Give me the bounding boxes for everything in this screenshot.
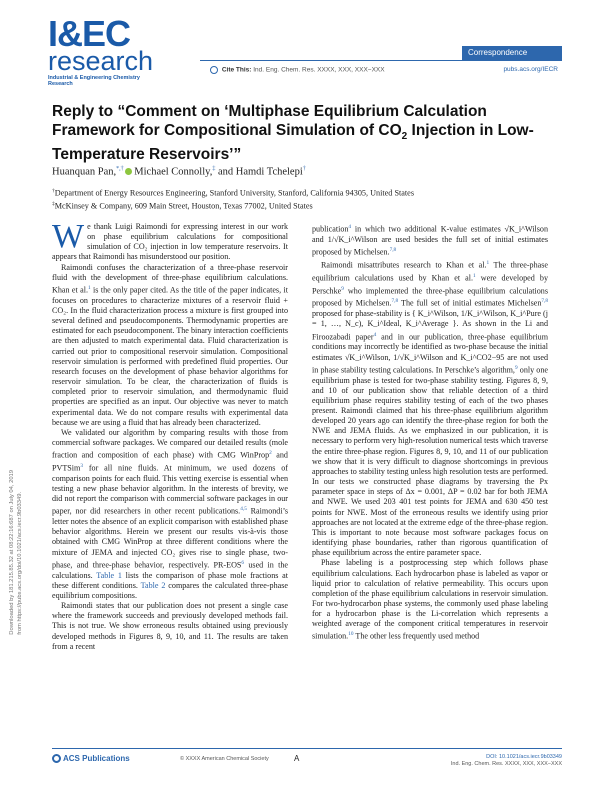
logo-main-text: I&EC: [48, 13, 131, 54]
copyright-notice: © XXXX American Chemical Society: [180, 756, 269, 762]
left-paragraph-3: We validated our algorithm by comparing results with those from commercial software packages. We compared our detailed results (mole fraction and composition of each phase) with CMG WinProp$^2$ and PVTSim$^3$ for all nine fluids. At minimum, we used dozens of comparison points for each fluid. This vetting exercise is essential when testing a new phase behavior algorithm. In the interests of brevity, we did not report the comparison with commercial software packages in our paper, nor did researchers in other recent publications.$^{4,5}$ Raimondi’s letter notes the absence of an explicit comparison with established phase behavior algorithms. Herein we present our results vis-à-vis those obtained with CMG WinProp at three different conditions where the mixture of JEMA and injected CO₂ gives rise to single phase, two-phase, and three-phase behavior, respectively. PR-EOS$^6$ used in the calculations. Table 1 lists the comparison of phase mole fractions at these different conditions. Table 2 compares the calculated three-phase equilibrium compositions.: [52, 427, 288, 600]
logo-tagline: Industrial & Engineering Chemistry Research: [48, 75, 140, 87]
ref-link[interactable]: 4: [373, 331, 377, 338]
section-label: Correspondence: [462, 46, 562, 60]
affiliation-1: [52, 188, 552, 198]
author-pan[interactable]: Huanquan Pan,: [52, 166, 117, 178]
doi-link[interactable]: DOI: 10.1021/acs.iecr.9b03349: [486, 754, 562, 760]
ref-link[interactable]: 10: [348, 631, 354, 638]
title-part2: Injection in Low-Temperature Reservoirs’”: [52, 121, 534, 164]
ref-link[interactable]: 9: [514, 364, 518, 371]
article-title: [52, 103, 552, 165]
journal-logo: [48, 13, 158, 87]
author-tchelepi[interactable]: and Hamdi Tchelepi: [217, 166, 303, 178]
author-pan-marks: *,†: [116, 166, 124, 172]
title-part1: Reply to “Comment on ‘Multiphase Equilibrium Calculation Framework for Compositional Simulation of CO: [52, 103, 487, 139]
right-paragraph-3: Phase labeling is a postprocessing step which follows phase equilibrium calculations. Each hydrocarbon phase is labeled as vapor or liquid prior to calculation of relative permeability. This occurs upon completion of the phase equilibrium calculations in reservoir simulation. For two-hydrocarbon phase systems, the commonly used phase labeling for a hydrocarbon phase is the Li-correlation which represents a weighted average of the component critical temperatures in reservoir simulation.$^{10}$ The other less frequently used method: [312, 558, 548, 642]
cite-row: [210, 66, 570, 74]
cite-icon[interactable]: [210, 66, 218, 74]
ref-link[interactable]: 9: [341, 285, 344, 292]
ref-link[interactable]: 1: [88, 284, 91, 291]
download-note: [8, 470, 38, 635]
ref-link[interactable]: 2: [269, 450, 272, 457]
journal-url-link[interactable]: pubs.acs.org/IECR: [503, 66, 558, 73]
affiliation-2-mark: ‡: [52, 201, 55, 207]
publisher-name: ACS Publications: [63, 754, 130, 763]
logo-sub-text: research: [48, 46, 154, 76]
affiliation-2-text: McKinsey & Company, 609 Main Street, Houston, Texas 77002, United States: [54, 201, 313, 211]
download-note-line2: from https://pubs.acs.org/doi/10.1021/acs.iecr.9b03349.: [17, 491, 23, 635]
footer-divider: [52, 748, 562, 749]
table-2-link[interactable]: Table 2: [140, 580, 166, 590]
page-number: A: [294, 754, 300, 763]
ref-link[interactable]: 7,8: [389, 247, 397, 253]
affiliation-1-mark: †: [52, 188, 55, 194]
header-divider: [200, 60, 562, 61]
cite-label: Cite This:: [221, 66, 252, 74]
ref-link[interactable]: 7,8: [391, 298, 399, 305]
ref-link[interactable]: 4: [348, 224, 352, 230]
affiliation-1-text: Department of Energy Resources Engineering, Stanford University, Stanford, California 94305, United States: [54, 188, 415, 198]
author-tchelepi-marks: †: [302, 166, 306, 172]
footer-cite: Ind. Eng. Chem. Res. XXXX, XXX, XXX−XXX: [450, 761, 562, 767]
table-1-link[interactable]: Table 1: [96, 570, 122, 580]
left-paragraph-1: We thank Luigi Raimondi for expressing interest in our work on phase equilibrium calculations for compositional simulation of CO₂ injection in low temperature reservoirs. It appears that Raimondi has misunderstood our position.: [52, 218, 288, 262]
left-paragraph-4: Raimondi states that our publication does not present a single case where the framework succeeds and previously developed methods fail. This is not true. We show erroneous results obtained using previously developed methods in Figures 8, 9, 10, and 11. The results are taken from a recent: [52, 601, 288, 651]
author-list: [52, 166, 552, 178]
ref-link[interactable]: 4,5: [240, 506, 247, 513]
ref-link[interactable]: 3: [80, 462, 83, 469]
title-subscript: 2: [401, 130, 408, 142]
left-paragraph-2: Raimondi confuses the characterization of a three-phase reservoir fluid with the development of three-phase equilibrium calculations. Khan et al.$^1$ is the only paper cited. As the title of the paper indicates, it focuses on procedures to characterize mixtures of a reservoir fluid + CO₂. In the fluid characterization process a mixture is first grouped into several defined and pseudocomponents. Thermodynamic properties are estimated for each pseudocomponent. The binary interaction coefficients are then adjusted to match experimental data. Fluid characterization is carried out prior to compositional reservoir simulation. Compositional reservoir simulation is performed with predefined fluid properties. Our research focuses on the development of phase behavior algorithms for reservoir simulation. To be clear, the characterization of fluids is completed prior to reservoir simulation, and thermodynamic fluid properties are specified as an input. Our objective was never to match experimental data. We do not compare results with experimental data because we are using a fluid that has already been characterized.: [52, 262, 288, 427]
body-column-right: [312, 222, 548, 642]
ref-link[interactable]: 1: [473, 272, 476, 279]
ref-link[interactable]: 1: [486, 259, 490, 266]
affiliation-2: [52, 201, 552, 211]
publisher-logo: [52, 754, 130, 763]
cite-text: Ind. Eng. Chem. Res. XXXX, XXX, XXX−XXX: [253, 66, 385, 74]
doi-block: [451, 754, 562, 768]
ref-link[interactable]: 6: [241, 559, 245, 566]
download-note-line1: Downloaded by 181.215.85.32 at 08:22:16:687 on July 04, 2019: [9, 470, 15, 635]
right-paragraph-2: Raimondi misattributes research to Khan et al.$^1$ The three-phase equilibrium calculations used by Khan et al.$^1$ were developed by Perschke$^9$ who implemented the three-phase equilibrium calculations proposed by Michelsen.$^{7,8}$ The full set of initial estimates Michelsen$^{7,8}$ proposed for phase-stability is { K_i^Wilson, 1/K_i^Wilson, K_i^Pure (j = 1, …, N_c), K_i^Ideal, K_i^Average }. As shown in the Li and Firoozabadi paper$^4$ and in our publication, three-phase equilibrium conditions may incorrectly be identified as two-phase because the initial estimates √K_i^Wilson, 1/√K_i^Wilson and K_i^CO2−95 are not used in phase stability testing calculations. In Perschke’s algorithm,$^9$ only one equilibrium phase is tested for two-phase stability testing. Figures 8, 9, and 10 of our publication show that reliable detection of a third equilibrium phase requires stability testing of each of the two phases present. Raimondi claimed that his three-phase equilibrium algorithm developed 20 years ago can identify the three-phase region for both the NWE and JEMA fluids. As we emphasized in our publication, it is necessary to perform very high-resolution numerical tests which traverse the entire three-phase region. Figures 8, 9, 10, and 11 of our publication we show that it is very difficult to diagnose shortcomings in previous approaches to stability testing unless high resolution tests are performed. In our tests we constructed phase diagrams by traversing the Px parameter space in steps of Δx = 0.001, ΔP = 0.02 bar for both JEMA and NWE. We used 203 401 test points for JEMA and 630 450 test points for NWE. Most of the erroneous results we identify using prior approaches are not located at the extreme edge of the three-phase region. This is important to note because most software packages focus on identifying phase boundaries, rather than rigorous quantification of phase equilibrium across the entire parameter space.: [312, 259, 549, 558]
acs-icon: [52, 754, 61, 763]
author-connolly-marks: ‡: [212, 166, 216, 172]
body-column-left: [52, 218, 288, 652]
author-connolly[interactable]: Michael Connolly,: [134, 166, 213, 178]
right-paragraph-1: publication$^4$ in which two additional K-value estimates √K_i^Wilson and 1/√K_i^Wilson are used besides the full set of initial estimates proposed by Michelsen.$^{7,8}$: [312, 224, 548, 257]
ref-link[interactable]: 7,8: [541, 298, 548, 305]
drop-cap: W: [52, 218, 85, 255]
orcid-icon[interactable]: [125, 168, 132, 175]
